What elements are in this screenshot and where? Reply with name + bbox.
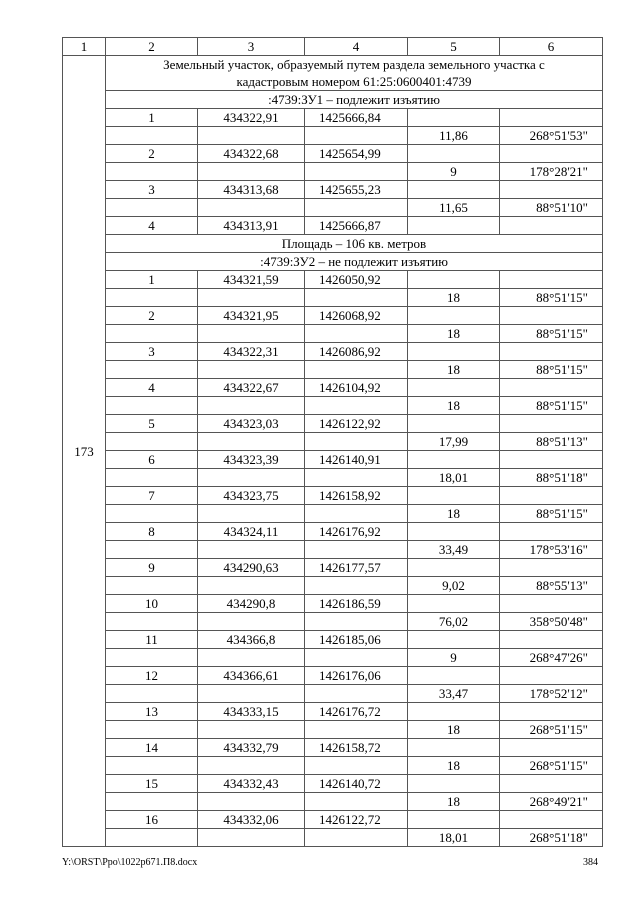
coord-y: 1426185,06 bbox=[305, 631, 408, 649]
empty-cell bbox=[408, 181, 500, 199]
zu1-label: :4739:ЗУ1 – подлежит изъятию bbox=[106, 91, 603, 109]
empty-cell bbox=[500, 271, 603, 289]
header-cell: 5 bbox=[408, 38, 500, 56]
segment-angle: 88°51'13" bbox=[500, 433, 603, 451]
empty-cell bbox=[408, 523, 500, 541]
point-row bbox=[63, 631, 603, 649]
point-number: 16 bbox=[106, 811, 198, 829]
coord-y: 1426086,92 bbox=[305, 343, 408, 361]
empty-cell bbox=[106, 721, 198, 739]
segment-row bbox=[63, 127, 603, 145]
empty-cell bbox=[408, 631, 500, 649]
point-number: 14 bbox=[106, 739, 198, 757]
segment-length: 33,47 bbox=[408, 685, 500, 703]
empty-cell bbox=[500, 667, 603, 685]
empty-cell bbox=[106, 685, 198, 703]
coord-x: 434333,15 bbox=[198, 703, 305, 721]
empty-cell bbox=[305, 793, 408, 811]
coord-x: 434322,68 bbox=[198, 145, 305, 163]
point-row bbox=[63, 667, 603, 685]
point-row bbox=[63, 811, 603, 829]
coord-x: 434324,11 bbox=[198, 523, 305, 541]
empty-cell bbox=[305, 163, 408, 181]
empty-cell bbox=[198, 649, 305, 667]
empty-cell bbox=[408, 145, 500, 163]
empty-cell bbox=[408, 271, 500, 289]
zu1-label-row bbox=[63, 91, 603, 109]
point-number: 11 bbox=[106, 631, 198, 649]
segment-angle: 178°28'21" bbox=[500, 163, 603, 181]
empty-cell bbox=[198, 613, 305, 631]
coord-y: 1425655,23 bbox=[305, 181, 408, 199]
point-number: 12 bbox=[106, 667, 198, 685]
coord-y: 1426050,92 bbox=[305, 271, 408, 289]
point-number: 2 bbox=[106, 145, 198, 163]
empty-cell bbox=[305, 685, 408, 703]
zu2-label-row bbox=[63, 253, 603, 271]
segment-length: 18 bbox=[408, 757, 500, 775]
segment-angle: 268°51'53" bbox=[500, 127, 603, 145]
coord-y: 1426158,92 bbox=[305, 487, 408, 505]
empty-cell bbox=[500, 379, 603, 397]
group-number: 173 bbox=[63, 56, 106, 847]
empty-cell bbox=[408, 379, 500, 397]
empty-cell bbox=[106, 397, 198, 415]
point-number: 8 bbox=[106, 523, 198, 541]
empty-cell bbox=[408, 307, 500, 325]
segment-length: 18 bbox=[408, 361, 500, 379]
point-number: 5 bbox=[106, 415, 198, 433]
coord-x: 434290,63 bbox=[198, 559, 305, 577]
empty-cell bbox=[500, 811, 603, 829]
segment-angle: 268°49'21" bbox=[500, 793, 603, 811]
coordinates-table bbox=[62, 37, 603, 847]
empty-cell bbox=[305, 289, 408, 307]
empty-cell bbox=[408, 415, 500, 433]
coord-x: 434322,31 bbox=[198, 343, 305, 361]
empty-cell bbox=[500, 217, 603, 235]
segment-row bbox=[63, 163, 603, 181]
empty-cell bbox=[198, 469, 305, 487]
segment-length: 33,49 bbox=[408, 541, 500, 559]
empty-cell bbox=[198, 829, 305, 847]
segment-angle: 88°51'18" bbox=[500, 469, 603, 487]
segment-row bbox=[63, 685, 603, 703]
segment-row bbox=[63, 829, 603, 847]
area-label-row bbox=[63, 235, 603, 253]
point-number: 10 bbox=[106, 595, 198, 613]
header-cell: 1 bbox=[63, 38, 106, 56]
point-number: 13 bbox=[106, 703, 198, 721]
segment-length: 11,65 bbox=[408, 199, 500, 217]
segment-row bbox=[63, 721, 603, 739]
empty-cell bbox=[500, 145, 603, 163]
segment-row bbox=[63, 757, 603, 775]
empty-cell bbox=[106, 829, 198, 847]
segment-length: 9 bbox=[408, 649, 500, 667]
point-row bbox=[63, 559, 603, 577]
empty-cell bbox=[408, 217, 500, 235]
coord-x: 434332,43 bbox=[198, 775, 305, 793]
footer-file-path: Y:\ORST\Ppo\1022p671.П8.docx bbox=[62, 857, 198, 868]
empty-cell bbox=[500, 415, 603, 433]
parcel-title bbox=[106, 56, 603, 91]
empty-cell bbox=[500, 523, 603, 541]
empty-cell bbox=[408, 667, 500, 685]
segment-row bbox=[63, 577, 603, 595]
point-number: 6 bbox=[106, 451, 198, 469]
empty-cell bbox=[305, 199, 408, 217]
empty-cell bbox=[408, 775, 500, 793]
empty-cell bbox=[106, 541, 198, 559]
coord-x: 434313,91 bbox=[198, 217, 305, 235]
coord-x: 434323,03 bbox=[198, 415, 305, 433]
header-cell: 2 bbox=[106, 38, 198, 56]
coord-y: 1426140,91 bbox=[305, 451, 408, 469]
segment-row bbox=[63, 361, 603, 379]
coord-x: 434321,95 bbox=[198, 307, 305, 325]
empty-cell bbox=[500, 451, 603, 469]
empty-cell bbox=[305, 325, 408, 343]
empty-cell bbox=[198, 685, 305, 703]
coord-y: 1426176,92 bbox=[305, 523, 408, 541]
empty-cell bbox=[305, 757, 408, 775]
point-row bbox=[63, 739, 603, 757]
coord-x: 434322,91 bbox=[198, 109, 305, 127]
empty-cell bbox=[408, 487, 500, 505]
empty-cell bbox=[500, 343, 603, 361]
segment-angle: 268°51'15" bbox=[500, 721, 603, 739]
coord-x: 434323,39 bbox=[198, 451, 305, 469]
empty-cell bbox=[500, 109, 603, 127]
empty-cell bbox=[198, 757, 305, 775]
empty-cell bbox=[500, 487, 603, 505]
coord-y: 1426140,72 bbox=[305, 775, 408, 793]
empty-cell bbox=[408, 703, 500, 721]
segment-row bbox=[63, 541, 603, 559]
header-cell: 4 bbox=[305, 38, 408, 56]
empty-cell bbox=[408, 109, 500, 127]
segment-length: 76,02 bbox=[408, 613, 500, 631]
empty-cell bbox=[106, 127, 198, 145]
empty-cell bbox=[305, 505, 408, 523]
segment-length: 18 bbox=[408, 721, 500, 739]
segment-row bbox=[63, 469, 603, 487]
segment-row bbox=[63, 199, 603, 217]
point-number: 1 bbox=[106, 271, 198, 289]
point-row bbox=[63, 415, 603, 433]
empty-cell bbox=[408, 595, 500, 613]
segment-angle: 268°51'15" bbox=[500, 757, 603, 775]
empty-cell bbox=[408, 811, 500, 829]
empty-cell bbox=[198, 127, 305, 145]
point-number: 2 bbox=[106, 307, 198, 325]
coord-x: 434366,61 bbox=[198, 667, 305, 685]
coord-x: 434323,75 bbox=[198, 487, 305, 505]
area-label: Площадь – 106 кв. метров bbox=[106, 235, 603, 253]
point-row bbox=[63, 181, 603, 199]
segment-angle: 88°51'15" bbox=[500, 289, 603, 307]
empty-cell bbox=[198, 433, 305, 451]
point-row bbox=[63, 595, 603, 613]
point-number: 3 bbox=[106, 343, 198, 361]
empty-cell bbox=[198, 541, 305, 559]
empty-cell bbox=[500, 559, 603, 577]
empty-cell bbox=[198, 397, 305, 415]
coord-y: 1426186,59 bbox=[305, 595, 408, 613]
empty-cell bbox=[198, 793, 305, 811]
footer-page-number: 384 bbox=[583, 857, 598, 868]
coord-y: 1426177,57 bbox=[305, 559, 408, 577]
empty-cell bbox=[408, 343, 500, 361]
empty-cell bbox=[198, 289, 305, 307]
point-row bbox=[63, 775, 603, 793]
coord-x: 434332,79 bbox=[198, 739, 305, 757]
coord-y: 1425666,84 bbox=[305, 109, 408, 127]
empty-cell bbox=[305, 361, 408, 379]
title-row bbox=[63, 56, 603, 91]
empty-cell bbox=[500, 703, 603, 721]
empty-cell bbox=[408, 451, 500, 469]
empty-cell bbox=[305, 433, 408, 451]
coord-y: 1425666,87 bbox=[305, 217, 408, 235]
coord-x: 434332,06 bbox=[198, 811, 305, 829]
point-number: 7 bbox=[106, 487, 198, 505]
coord-y: 1426176,72 bbox=[305, 703, 408, 721]
point-number: 3 bbox=[106, 181, 198, 199]
empty-cell bbox=[500, 181, 603, 199]
empty-cell bbox=[305, 577, 408, 595]
segment-angle: 88°51'15" bbox=[500, 325, 603, 343]
empty-cell bbox=[500, 775, 603, 793]
segment-angle: 88°51'15" bbox=[500, 361, 603, 379]
segment-length: 18 bbox=[408, 397, 500, 415]
segment-length: 18 bbox=[408, 793, 500, 811]
point-row bbox=[63, 145, 603, 163]
empty-cell bbox=[408, 559, 500, 577]
empty-cell bbox=[500, 631, 603, 649]
segment-angle: 268°47'26" bbox=[500, 649, 603, 667]
point-row bbox=[63, 307, 603, 325]
empty-cell bbox=[198, 163, 305, 181]
empty-cell bbox=[106, 325, 198, 343]
segment-angle: 178°53'16" bbox=[500, 541, 603, 559]
segment-angle: 88°51'15" bbox=[500, 505, 603, 523]
empty-cell bbox=[106, 163, 198, 181]
empty-cell bbox=[198, 721, 305, 739]
point-row bbox=[63, 487, 603, 505]
segment-length: 18 bbox=[408, 505, 500, 523]
empty-cell bbox=[106, 199, 198, 217]
empty-cell bbox=[305, 127, 408, 145]
empty-cell bbox=[198, 505, 305, 523]
segment-angle: 88°51'10" bbox=[500, 199, 603, 217]
segment-length: 11,86 bbox=[408, 127, 500, 145]
point-row bbox=[63, 343, 603, 361]
segment-length: 18 bbox=[408, 289, 500, 307]
segment-row bbox=[63, 649, 603, 667]
coord-x: 434366,8 bbox=[198, 631, 305, 649]
point-row bbox=[63, 703, 603, 721]
point-row bbox=[63, 271, 603, 289]
point-number: 1 bbox=[106, 109, 198, 127]
segment-angle: 178°52'12" bbox=[500, 685, 603, 703]
segment-row bbox=[63, 793, 603, 811]
point-row bbox=[63, 109, 603, 127]
segment-length: 18,01 bbox=[408, 829, 500, 847]
empty-cell bbox=[198, 325, 305, 343]
empty-cell bbox=[500, 307, 603, 325]
segment-row bbox=[63, 325, 603, 343]
coord-y: 1426176,06 bbox=[305, 667, 408, 685]
empty-cell bbox=[106, 505, 198, 523]
empty-cell bbox=[305, 397, 408, 415]
segment-angle: 88°51'15" bbox=[500, 397, 603, 415]
segment-length: 18,01 bbox=[408, 469, 500, 487]
empty-cell bbox=[106, 433, 198, 451]
segment-row bbox=[63, 505, 603, 523]
empty-cell bbox=[305, 649, 408, 667]
point-row bbox=[63, 523, 603, 541]
point-row bbox=[63, 451, 603, 469]
segment-angle: 268°51'18" bbox=[500, 829, 603, 847]
header-row bbox=[63, 38, 603, 56]
point-number: 15 bbox=[106, 775, 198, 793]
header-cell: 3 bbox=[198, 38, 305, 56]
header-cell: 6 bbox=[500, 38, 603, 56]
coord-x: 434290,8 bbox=[198, 595, 305, 613]
empty-cell bbox=[106, 469, 198, 487]
empty-cell bbox=[305, 829, 408, 847]
segment-length: 17,99 bbox=[408, 433, 500, 451]
coord-x: 434313,68 bbox=[198, 181, 305, 199]
empty-cell bbox=[408, 739, 500, 757]
empty-cell bbox=[106, 613, 198, 631]
empty-cell bbox=[106, 649, 198, 667]
empty-cell bbox=[305, 721, 408, 739]
table-body bbox=[63, 38, 603, 847]
segment-angle: 358°50'48" bbox=[500, 613, 603, 631]
empty-cell bbox=[500, 739, 603, 757]
coord-y: 1426122,92 bbox=[305, 415, 408, 433]
parcel-title-line1: Земельный участок, образуемый путем раздела земельного участка с bbox=[163, 57, 545, 72]
segment-angle: 88°55'13" bbox=[500, 577, 603, 595]
parcel-title-line2: кадастровым номером 61:25:0600401:4739 bbox=[236, 74, 472, 89]
point-number: 4 bbox=[106, 217, 198, 235]
empty-cell bbox=[305, 469, 408, 487]
coord-x: 434321,59 bbox=[198, 271, 305, 289]
segment-length: 18 bbox=[408, 325, 500, 343]
empty-cell bbox=[500, 595, 603, 613]
coord-y: 1426158,72 bbox=[305, 739, 408, 757]
segment-length: 9,02 bbox=[408, 577, 500, 595]
point-number: 4 bbox=[106, 379, 198, 397]
segment-row bbox=[63, 289, 603, 307]
empty-cell bbox=[305, 541, 408, 559]
empty-cell bbox=[106, 757, 198, 775]
coord-y: 1426104,92 bbox=[305, 379, 408, 397]
empty-cell bbox=[198, 577, 305, 595]
coord-y: 1426122,72 bbox=[305, 811, 408, 829]
empty-cell bbox=[106, 289, 198, 307]
empty-cell bbox=[106, 577, 198, 595]
point-number: 9 bbox=[106, 559, 198, 577]
point-row bbox=[63, 379, 603, 397]
coord-x: 434322,67 bbox=[198, 379, 305, 397]
segment-row bbox=[63, 397, 603, 415]
empty-cell bbox=[198, 199, 305, 217]
empty-cell bbox=[305, 613, 408, 631]
point-row bbox=[63, 217, 603, 235]
zu2-label: :4739:ЗУ2 – не подлежит изъятию bbox=[106, 253, 603, 271]
empty-cell bbox=[198, 361, 305, 379]
segment-row bbox=[63, 433, 603, 451]
coord-y: 1425654,99 bbox=[305, 145, 408, 163]
segment-length: 9 bbox=[408, 163, 500, 181]
segment-row bbox=[63, 613, 603, 631]
empty-cell bbox=[106, 793, 198, 811]
coord-y: 1426068,92 bbox=[305, 307, 408, 325]
empty-cell bbox=[106, 361, 198, 379]
